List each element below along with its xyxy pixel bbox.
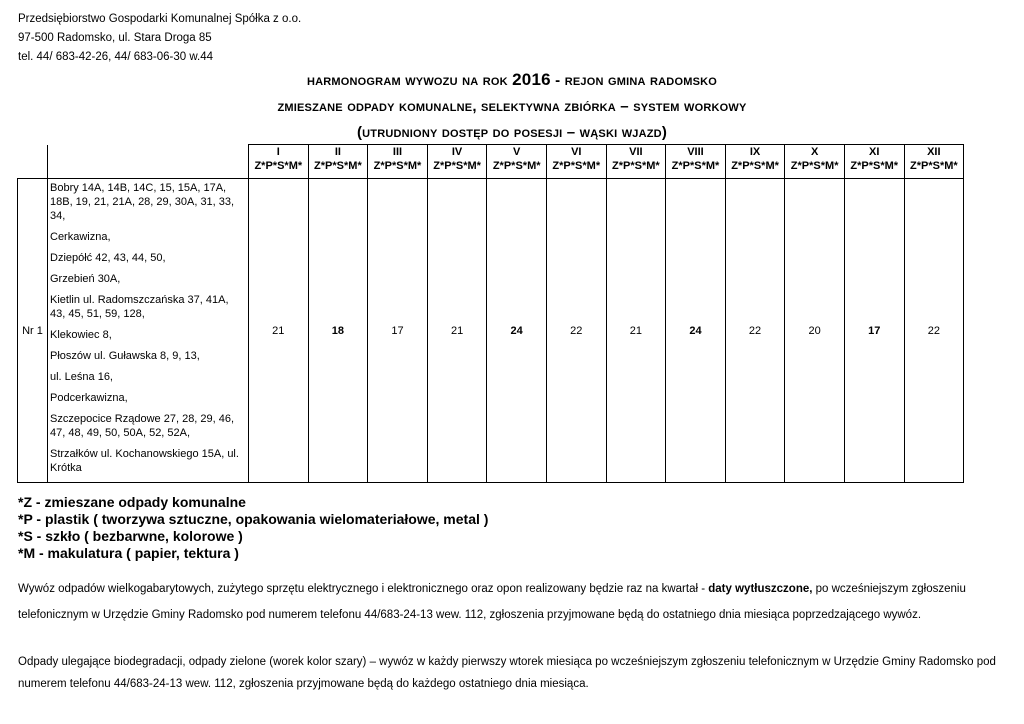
month-header [308, 145, 368, 179]
pickup-day: 24 [487, 179, 547, 483]
month-header [725, 145, 785, 179]
company-name: Przedsiębiorstwo Gospodarki Komunalnej Spółka z o.o. [18, 13, 302, 25]
month-roman: X [810, 146, 819, 158]
month-code: Z*P*S*M* [492, 160, 541, 172]
month-header [606, 145, 666, 179]
pickup-day: 18 [308, 179, 368, 483]
legend-item-m: *M - makulatura ( papier, tektura ) [18, 545, 239, 561]
month-roman: IV [451, 146, 463, 158]
pickup-day: 21 [427, 179, 487, 483]
street-item: Kietlin ul. Radomszczańska 37, 41A, 43, 45, 51, 59, 128, [50, 294, 229, 320]
month-roman: VII [629, 146, 643, 158]
street-item: Strzałków ul. Kochanowskiego 15A, ul. Krótka [50, 448, 239, 474]
month-code: Z*P*S*M* [671, 160, 720, 172]
month-roman: IX [749, 146, 761, 158]
month-code: Z*P*S*M* [909, 160, 958, 172]
pickup-day: 17 [844, 179, 904, 483]
street-list [48, 179, 249, 483]
note-bulky-text-2: po wcześniejszym zgłoszeniu telefonicznym w Urzędzie Gminy Radomsko pod numerem telefonu 44/683-24-13 wew. 112, zgłoszenia przyjmowane będą do ostatniego dnia miesiąca poprzedzającego wywóz. [18, 583, 966, 621]
month-code: Z*P*S*M* [612, 160, 660, 172]
month-code: Z*P*S*M* [254, 160, 303, 172]
pickup-day: 21 [249, 179, 309, 483]
street-item: Podcerkawizna, [50, 392, 128, 404]
street-item: Dziepółć 42, 43, 44, 50, [50, 252, 166, 264]
month-header [844, 145, 904, 179]
month-code: Z*P*S*M* [552, 160, 601, 172]
note-bulky-bold: daty wytłuszczone, [708, 583, 813, 595]
month-code: Z*P*S*M* [373, 160, 422, 172]
month-header [546, 145, 606, 179]
table-row [18, 179, 964, 483]
company-address: 97-500 Radomsko, ul. Stara Droga 85 [18, 32, 212, 44]
street-item: Klekowiec 8, [50, 329, 112, 341]
title-year: 2016 [512, 70, 551, 89]
page-title [0, 70, 1024, 90]
month-roman: VI [571, 146, 582, 158]
street-item: Bobry 14A, 14B, 14C, 15, 15A, 17A, 18B, 19, 21, 21A, 28, 29, 30A, 31, 33, 34, [50, 182, 235, 222]
month-header [249, 145, 309, 179]
month-header-row [18, 145, 964, 179]
street-item: Szczepocice Rządowe 27, 28, 29, 46, 47, 48, 49, 50, 50A, 52, 52A, [50, 413, 235, 439]
month-code: Z*P*S*M* [731, 160, 779, 172]
title-region: - rejon gmina radomsko [555, 72, 718, 89]
pickup-day: 22 [546, 179, 606, 483]
month-roman: III [392, 146, 403, 158]
month-header [666, 145, 726, 179]
schedule-table [17, 144, 964, 483]
street-item: Grzebień 30A, [50, 273, 121, 285]
month-roman: I [276, 146, 280, 158]
pickup-day: 22 [904, 179, 964, 483]
pickup-day: 20 [785, 179, 845, 483]
street-item: Cerkawizna, [50, 231, 111, 243]
pickup-day: 21 [606, 179, 666, 483]
month-roman: II [334, 146, 341, 158]
street-item: ul. Leśna 16, [50, 371, 113, 383]
company-phone: tel. 44/ 683-42-26, 44/ 683-06-30 w.44 [18, 51, 214, 63]
month-roman: VIII [687, 146, 704, 158]
legend [18, 494, 488, 562]
month-code: Z*P*S*M* [314, 160, 362, 172]
page-subtitle-2: (utrudniony dostęp do posesji – wąski wjazd) [356, 124, 668, 141]
note-bulky-waste [18, 576, 993, 628]
month-header [487, 145, 547, 179]
page-subtitle: zmieszane odpady komunalne, selektywna zbiórka – system workowy [277, 98, 747, 115]
month-code: Z*P*S*M* [790, 160, 839, 172]
pickup-day: 22 [725, 179, 785, 483]
legend-item-z: *Z - zmieszane odpady komunalne [18, 494, 246, 510]
legend-item-p: *P - plastik ( tworzywa sztuczne, opakowania wielomateriałowe, metal ) [18, 511, 489, 527]
month-roman: XII [927, 146, 941, 158]
month-code: Z*P*S*M* [433, 160, 481, 172]
pickup-day: 17 [368, 179, 428, 483]
month-code: Z*P*S*M* [850, 160, 899, 172]
month-header [427, 145, 487, 179]
month-roman: V [513, 146, 521, 158]
month-roman: XI [869, 146, 880, 158]
month-header [785, 145, 845, 179]
street-item: Płoszów ul. Guławska 8, 9, 13, [50, 350, 200, 362]
month-header [368, 145, 428, 179]
legend-item-s: *S - szkło ( bezbarwne, kolorowe ) [18, 528, 243, 544]
header-blank-1 [18, 145, 48, 179]
route-number: Nr 1 [18, 179, 48, 483]
note-bulky-text-1: Wywóz odpadów wielkogabarytowych, zużytego sprzętu elektrycznego i elektronicznego oraz opon realizowany będzie raz na kwartał - [18, 583, 706, 595]
header-blank-2 [48, 145, 249, 179]
month-header [904, 145, 964, 179]
note-biowaste: Odpady ulegające biodegradacji, odpady zielone (worek kolor szary) – wywóz w każdy pierwszy wtorek miesiąca po wcześniejszym zgłoszeniu telefonicznym w Urzędzie Gminy Radomsko pod numerem telefonu 44/683-24-13 wew. 112, zgłoszenia przyjmowane będą do każdego ostatniego dnia miesiąca. [18, 656, 996, 690]
title-text: harmonogram wywozu na rok [306, 72, 508, 89]
pickup-day: 24 [666, 179, 726, 483]
